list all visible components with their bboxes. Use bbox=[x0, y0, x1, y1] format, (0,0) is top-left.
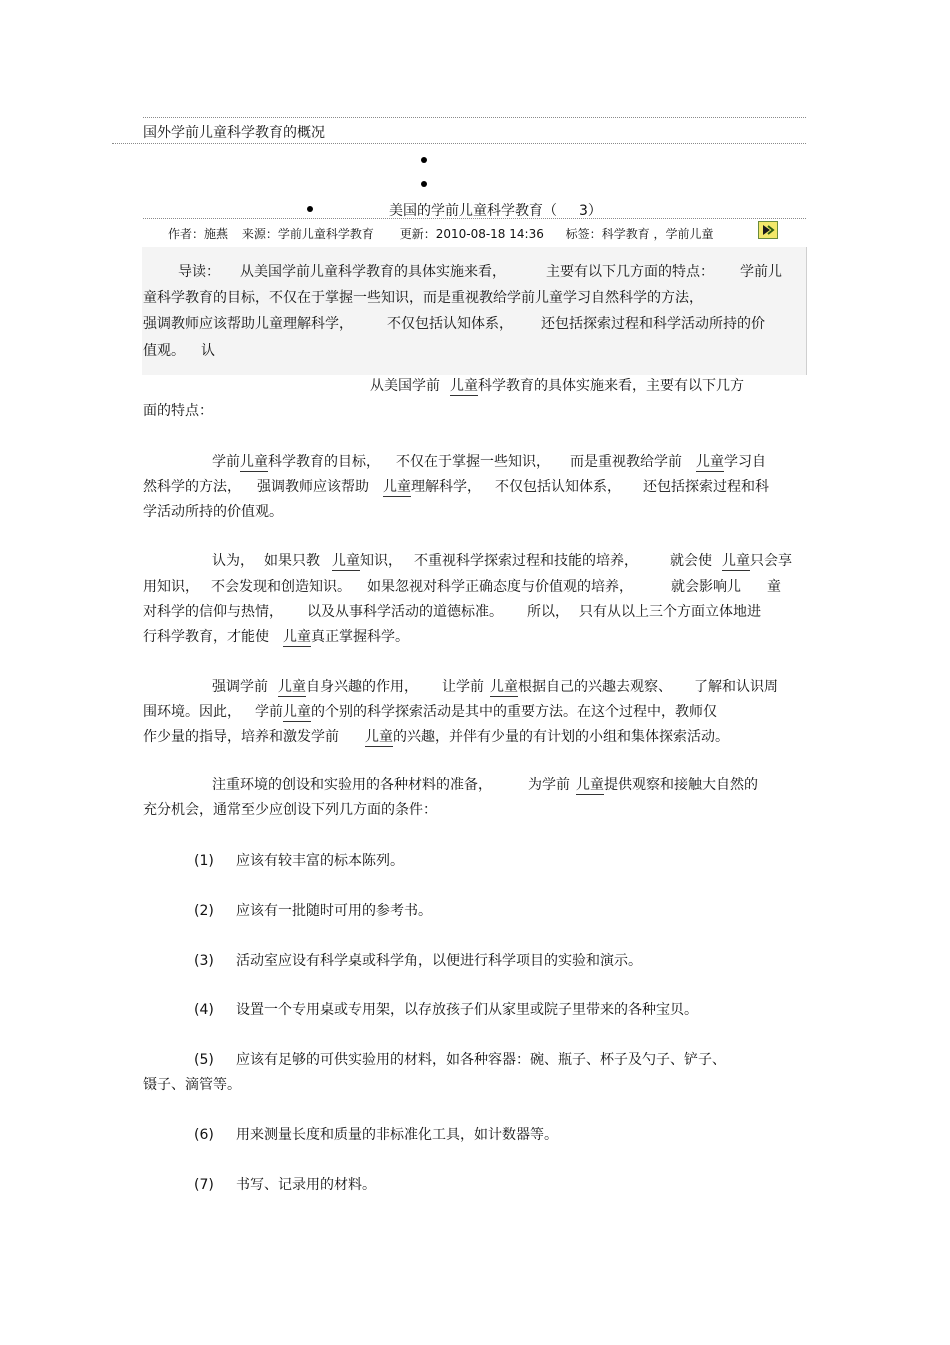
keyword-link[interactable]: 儿童 bbox=[332, 553, 360, 569]
article-title-text: 美国的学前儿童科学教育（ bbox=[389, 203, 557, 219]
title-rule bbox=[143, 218, 806, 219]
list-item: (6) 用来测量长度和质量的非标准化工具，如计数器等。 bbox=[194, 1127, 558, 1143]
meta-tags-value[interactable]: 科学教育 ，学前儿童 bbox=[601, 227, 714, 241]
summary-line: 导读： 从美国学前儿童科学教育的具体实施来看， 主要有以下几方面的特点： 学前儿 bbox=[178, 264, 782, 280]
intro-line: 面的特点： bbox=[143, 403, 213, 419]
list-item: (3) 活动室应设有科学桌或科学角，以便进行科学项目的实验和演示。 bbox=[194, 953, 642, 969]
list-item: (5) 应该有足够的可供实验用的材料，如各种容器：碗、瓶子、杯子及勺子、铲子、 bbox=[194, 1052, 726, 1068]
list-item: (4) 设置一个专用桌或专用架，以存放孩子们从家里或院子里带来的各种宝贝。 bbox=[194, 1002, 698, 1018]
bullet-dot bbox=[421, 157, 427, 163]
paragraph-line: 学活动所持的价值观。 bbox=[143, 504, 283, 520]
paragraph-line: 充分机会，通常至少应创设下列几方面的条件： bbox=[143, 802, 437, 818]
paragraph-line: 然科学的方法， 强调教师应该帮助 儿童理解科学， 不仅包括认知体系， 还包括探索过程和科 bbox=[143, 479, 769, 495]
list-item-continuation: 镊子、滴管等。 bbox=[143, 1077, 241, 1093]
paragraph-line: 作少量的指导，培养和激发学前 儿童的兴趣，并伴有少量的有计划的小组和集体探索活动。 bbox=[143, 729, 729, 745]
list-item: (2) 应该有一批随时可用的参考书。 bbox=[194, 903, 432, 919]
keyword-link[interactable]: 儿童 bbox=[576, 777, 604, 793]
article-title bbox=[389, 200, 602, 220]
keyword-link[interactable]: 儿童 bbox=[383, 479, 411, 495]
keyword-link[interactable]: 儿童 bbox=[450, 378, 478, 394]
paragraph-line: 对科学的信仰与热情， 以及从事科学活动的道德标准。 所以， 只有从以上三个方面立体地进 bbox=[143, 604, 761, 620]
keyword-link[interactable]: 儿童 bbox=[490, 679, 518, 695]
paragraph-line: 围环境。因此， 学前儿童的个别的科学探索活动是其中的重要方法。在这个过程中，教师仅 bbox=[143, 704, 717, 720]
list-item: (7) 书写、记录用的材料。 bbox=[194, 1177, 376, 1193]
keyword-link[interactable]: 儿童 bbox=[696, 454, 724, 470]
paragraph-line: 用知识， 不会发现和创造知识。 如果忽视对科学正确态度与价值观的培养， 就会影响儿 童 bbox=[143, 579, 781, 595]
keyword-link[interactable]: 儿童 bbox=[240, 454, 268, 470]
header-bottom-rule bbox=[112, 143, 806, 144]
keyword-link[interactable]: 儿童 bbox=[283, 629, 311, 645]
summary-line: 童科学教育的目标，不仅在于掌握一些知识，而是重视教给学前儿童学习自然科学的方法， bbox=[143, 290, 703, 306]
paragraph-line: 注重环境的创设和实验用的各种材料的准备， 为学前 儿童提供观察和接触大自然的 bbox=[212, 777, 758, 793]
list-item: (1) 应该有较丰富的标本陈列。 bbox=[194, 853, 404, 869]
keyword-link[interactable]: 儿童 bbox=[365, 729, 393, 745]
bullet-dot bbox=[307, 206, 313, 212]
summary-line: 值观。 认 bbox=[143, 343, 215, 359]
keyword-link[interactable]: 儿童 bbox=[722, 553, 750, 569]
keyword-link[interactable]: 儿童 bbox=[283, 704, 311, 720]
article-meta bbox=[168, 225, 714, 242]
site-title[interactable]: 国外学前儿童科学教育的概况 bbox=[143, 125, 325, 141]
summary-line: 强调教师应该帮助儿童理解科学， 不仅包括认知体系， 还包括探索过程和科学活动所持的价 bbox=[143, 316, 765, 332]
meta-tags-label: 标签： bbox=[565, 227, 602, 241]
intro-line: 从美国学前 儿童科学教育的具体实施来看，主要有以下几方 bbox=[370, 378, 744, 394]
article-title-num: 3） bbox=[579, 203, 602, 219]
header-top-rule bbox=[143, 117, 806, 118]
share-icon[interactable] bbox=[758, 221, 778, 239]
meta-updated-value: 2010-08-18 14:36 bbox=[435, 227, 544, 241]
meta-updated-label: 更新： bbox=[399, 227, 436, 241]
meta-author: 作者：施燕 bbox=[168, 227, 229, 241]
meta-source: 来源：学前儿童科学教育 bbox=[241, 227, 374, 241]
paragraph-line: 学前儿童科学教育的目标， 不仅在于掌握一些知识， 而是重视教给学前 儿童学习自 bbox=[212, 454, 766, 470]
bullet-dot bbox=[421, 181, 427, 187]
paragraph-line: 认为， 如果只教 儿童知识， 不重视科学探索过程和技能的培养， 就会使 儿童只会享 bbox=[212, 553, 792, 569]
paragraph-line: 行科学教育，才能使 儿童真正掌握科学。 bbox=[143, 629, 409, 645]
paragraph-line: 强调学前 儿童自身兴趣的作用， 让学前 儿童根据自己的兴趣去观察、 了解和认识周 bbox=[212, 679, 778, 695]
keyword-link[interactable]: 儿童 bbox=[278, 679, 306, 695]
